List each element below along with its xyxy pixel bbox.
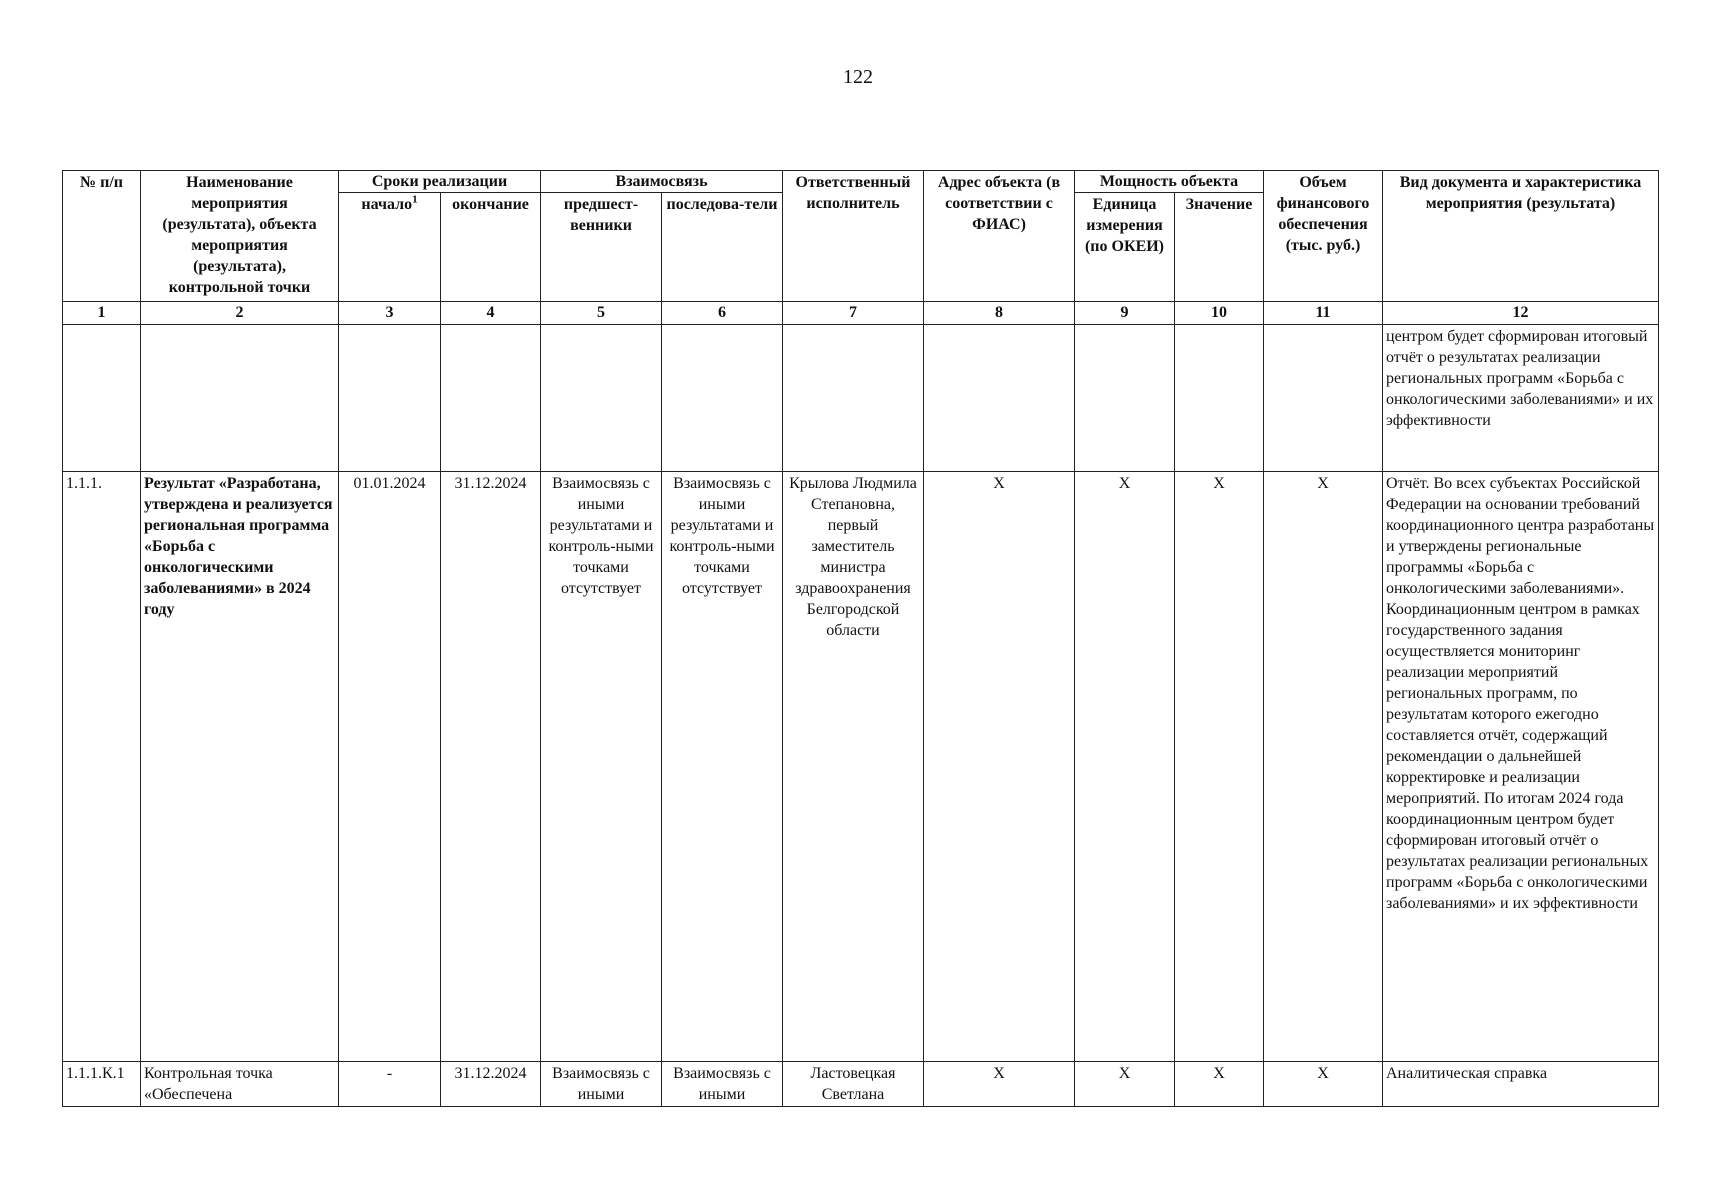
cell-financing (1264, 325, 1383, 472)
header-address: Адрес объекта (в соответствии с ФИАС) (924, 171, 1075, 302)
header-unit: Единица измерения (по ОКЕИ) (1075, 193, 1175, 302)
header-financing: Объем финансового обеспечения (тыс. руб.) (1264, 171, 1383, 302)
cell-num: 1.1.1. (63, 472, 141, 1062)
cell-name (141, 325, 339, 472)
cell-num (63, 325, 141, 472)
cell-doc: Аналитическая справка (1383, 1062, 1659, 1107)
header-doc-type: Вид документа и характеристика мероприятия (результата) (1383, 171, 1659, 302)
cell-unit: X (1075, 1062, 1175, 1107)
cell-succ: Взаимосвязь с иными результатами и контроль-ными точками отсутствует (662, 472, 783, 1062)
header-successors: последова-тели (662, 193, 783, 302)
column-number-row (63, 302, 1659, 325)
column-number: 5 (541, 302, 662, 325)
cell-num: 1.1.1.К.1 (63, 1062, 141, 1107)
cell-start (339, 325, 441, 472)
table-row-continuation (63, 325, 1659, 472)
cell-value: X (1175, 472, 1264, 1062)
cell-end: 31.12.2024 (441, 1062, 541, 1107)
cell-unit (1075, 325, 1175, 472)
table-row-checkpoint (63, 1062, 1659, 1107)
cell-pred: Взаимосвязь с иными (541, 1062, 662, 1107)
column-number: 1 (63, 302, 141, 325)
table-row-result (63, 472, 1659, 1062)
header-name: Наименование мероприятия (результата), объекта мероприятия (результата), контрольной точки (141, 171, 339, 302)
cell-responsible: Крылова Людмила Степановна, первый заместитель министра здравоохранения Белгородской области (783, 472, 924, 1062)
cell-address: X (924, 472, 1075, 1062)
cell-name: Контрольная точка «Обеспечена (141, 1062, 339, 1107)
cell-unit: X (1075, 472, 1175, 1062)
cell-start: 01.01.2024 (339, 472, 441, 1062)
cell-succ: Взаимосвязь с иными (662, 1062, 783, 1107)
cell-responsible (783, 325, 924, 472)
column-number: 11 (1264, 302, 1383, 325)
column-number: 10 (1175, 302, 1264, 325)
column-number: 8 (924, 302, 1075, 325)
header-capacity: Мощность объекта (1075, 171, 1264, 193)
column-number: 4 (441, 302, 541, 325)
cell-value (1175, 325, 1264, 472)
cell-end: 31.12.2024 (441, 472, 541, 1062)
header-start (339, 193, 441, 302)
header-predecessors: предшест-венники (541, 193, 662, 302)
cell-name: Результат «Разработана, утверждена и реализуется региональная программа «Борьба с онкологическими заболеваниями» в 2024 году (141, 472, 339, 1062)
cell-pred: Взаимосвязь с иными результатами и контроль-ными точками отсутствует (541, 472, 662, 1062)
header-start-label: начало (361, 196, 413, 213)
cell-value: X (1175, 1062, 1264, 1107)
cell-end (441, 325, 541, 472)
column-number: 9 (1075, 302, 1175, 325)
cell-succ (662, 325, 783, 472)
column-number: 2 (141, 302, 339, 325)
header-num: № п/п (63, 171, 141, 302)
column-number: 7 (783, 302, 924, 325)
cell-address: X (924, 1062, 1075, 1107)
document-table (62, 170, 1659, 1107)
column-number: 12 (1383, 302, 1659, 325)
header-start-footnote: 1 (412, 193, 418, 206)
cell-start: - (339, 1062, 441, 1107)
cell-responsible: Ластовецкая Светлана (783, 1062, 924, 1107)
header-row-1 (63, 171, 1659, 193)
cell-financing: X (1264, 472, 1383, 1062)
cell-pred (541, 325, 662, 472)
header-value: Значение (1175, 193, 1264, 302)
column-number: 3 (339, 302, 441, 325)
cell-doc: центром будет сформирован итоговый отчёт о результатах реализации региональных программ «Борьба с онкологическими заболеваниями» и их эффективности (1383, 325, 1659, 472)
header-end: окончание (441, 193, 541, 302)
cell-doc: Отчёт. Во всех субъектах Российской Федерации на основании требований координационного центра разработаны и утверждены региональные программы «Борьба с онкологическими заболеваниями». Координационным центром в рамках государственного задания осуществляется мониторинг реализации мероприятий региональных программ, по результатам которого ежегодно составляется отчёт, содержащий рекомендации о дальнейшей корректировке и реализации мероприятий. По итогам 2024 года координационным центром будет сформирован итоговый отчёт о результатах реализации региональных программ «Борьба с онкологическими заболеваниями» и их эффективности (1383, 472, 1659, 1062)
cell-financing: X (1264, 1062, 1383, 1107)
page-number: 122 (843, 66, 873, 88)
column-number: 6 (662, 302, 783, 325)
header-responsible: Ответственный исполнитель (783, 171, 924, 302)
header-terms: Сроки реализации (339, 171, 541, 193)
header-link: Взаимосвязь (541, 171, 783, 193)
cell-address (924, 325, 1075, 472)
